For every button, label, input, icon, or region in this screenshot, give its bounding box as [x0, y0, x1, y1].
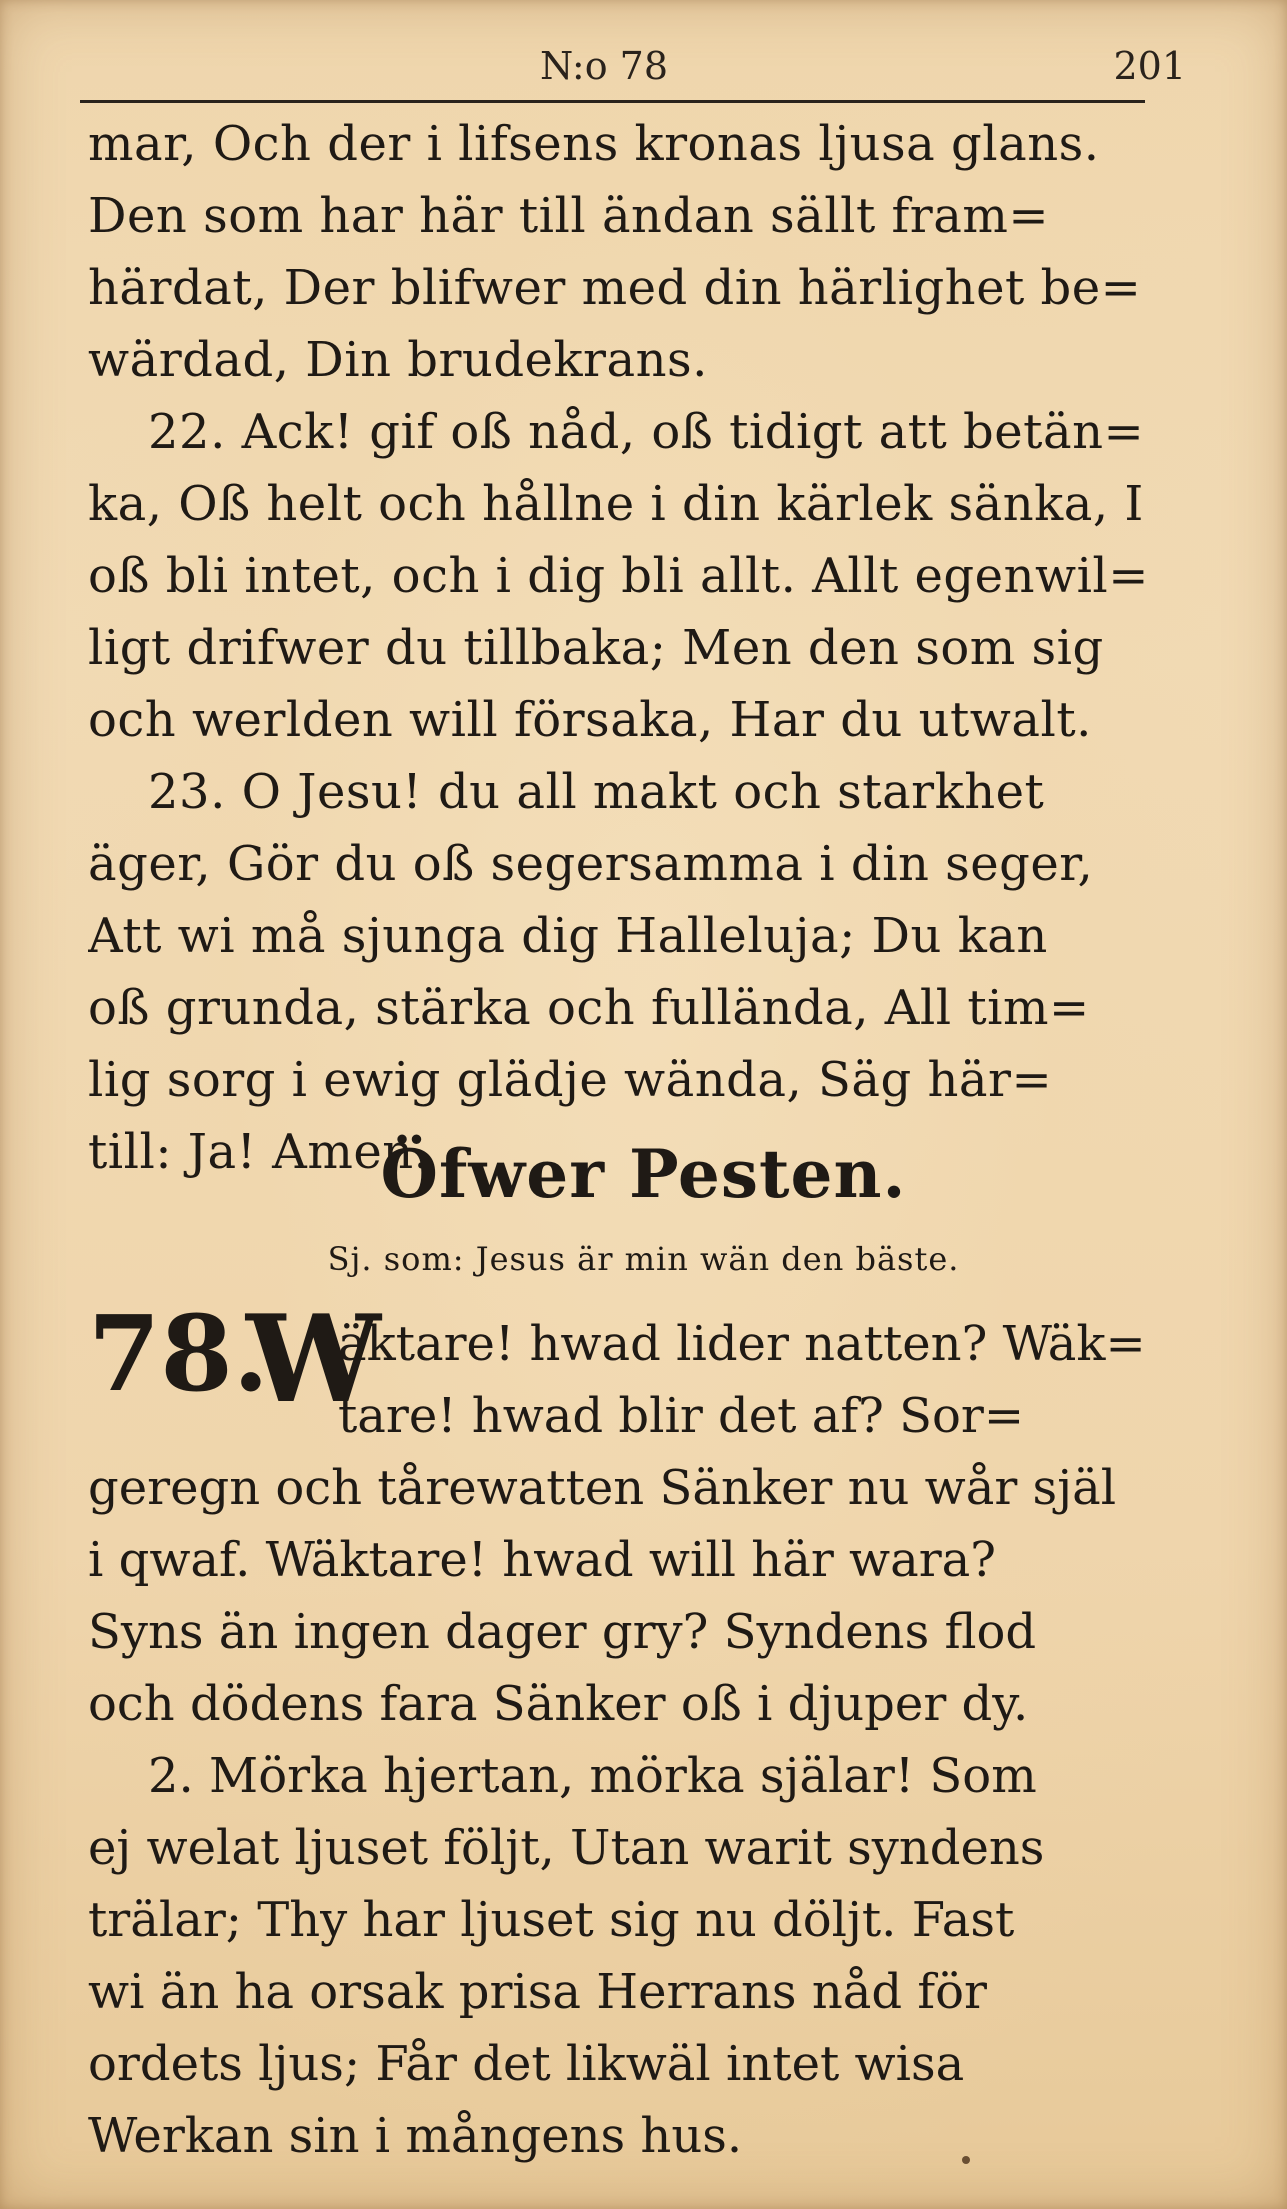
text-line: Den som har här till ändan sällt fram=: [88, 188, 1050, 244]
verse-23-line: 23. O Jesu! du all makt och starkhet: [148, 764, 1045, 820]
text-line: mar, Och der i lifsens kronas ljusa glans.: [88, 116, 1100, 172]
verse-23-line: oß grunda, stärka och fulländа, All tim=: [88, 980, 1090, 1036]
hymn-number: 78.: [88, 1292, 269, 1415]
verse-2-line: ordets ljus; Får det likwäl intet wisa: [88, 2036, 965, 2092]
verse-22-line: och werlden will försaka, Har du utwalt.: [88, 692, 1092, 748]
verse-2-line: 2. Mörka hjertan, mörka själar! Som: [148, 1748, 1037, 1804]
ink-spot: [962, 2156, 970, 2164]
text-line: Syns än ingen dager gry? Syndens flod: [88, 1604, 1037, 1660]
section-title: Öfwer Pesten.: [380, 1135, 907, 1213]
text-line: geregn och tårewatten Sänker nu wår själ: [88, 1460, 1117, 1516]
page-header: [80, 40, 1200, 102]
text-line: tare! hwad blir det af? Sor=: [338, 1388, 1025, 1444]
verse-22-line: oß bli intet, och i dig bli allt. Allt egenwil=: [88, 548, 1149, 604]
verse-22-line: ka, Oß helt och hållne i din kärlek sänka, I: [88, 476, 1144, 532]
text-line: wärdad, Din brudekrans.: [88, 332, 708, 388]
verse-2-line: ej welat ljuset följt, Utan warit syndens: [88, 1820, 1045, 1876]
hymn-78-body: [88, 1452, 1158, 2172]
verse-22-line: 22. Ack! gif oß nåd, oß tidigt att betän=: [148, 404, 1145, 460]
verse-23-line: Att wi må sjunga dig Halleluja; Du kan: [88, 908, 1048, 964]
hymn-number-header: N:o 78: [540, 44, 669, 88]
verse-22-line: ligt drifwer du tillbaka; Men den som sig: [88, 620, 1104, 676]
verse-23-line: äger, Gör du oß segersamma i din seger,: [88, 836, 1094, 892]
verse-2-line: wi än ha orsak prisa Herrans nåd för: [88, 1964, 987, 2020]
continued-hymn-text: [88, 108, 1158, 1188]
drop-cap: W: [246, 1289, 381, 1430]
verse-23-line: till: Ja! Amen.: [88, 1124, 430, 1180]
verse-2-line: trälar; Thy har ljuset sig nu döljt. Fast: [88, 1892, 1015, 1948]
verse-23-line: lig sorg i ewig glädje wända, Säg här=: [88, 1052, 1053, 1108]
hymn-78-opening: [338, 1308, 1158, 1452]
text-line: i qwaf. Wäktare! hwad will här wara?: [88, 1532, 997, 1588]
text-line: och dödens fara Sänker oß i djuper dy.: [88, 1676, 1029, 1732]
header-rule: [80, 100, 1145, 103]
text-line: äktare! hwad lider natten? Wäk=: [338, 1316, 1146, 1372]
text-line: härdat, Der blifwer med din härlighet be=: [88, 260, 1142, 316]
melody-note: Sj. som: Jesus är min wän den bäste.: [327, 1240, 960, 1278]
page-number: 201: [1113, 44, 1186, 88]
verse-2-line: Werkan sin i mångens hus.: [88, 2108, 743, 2164]
